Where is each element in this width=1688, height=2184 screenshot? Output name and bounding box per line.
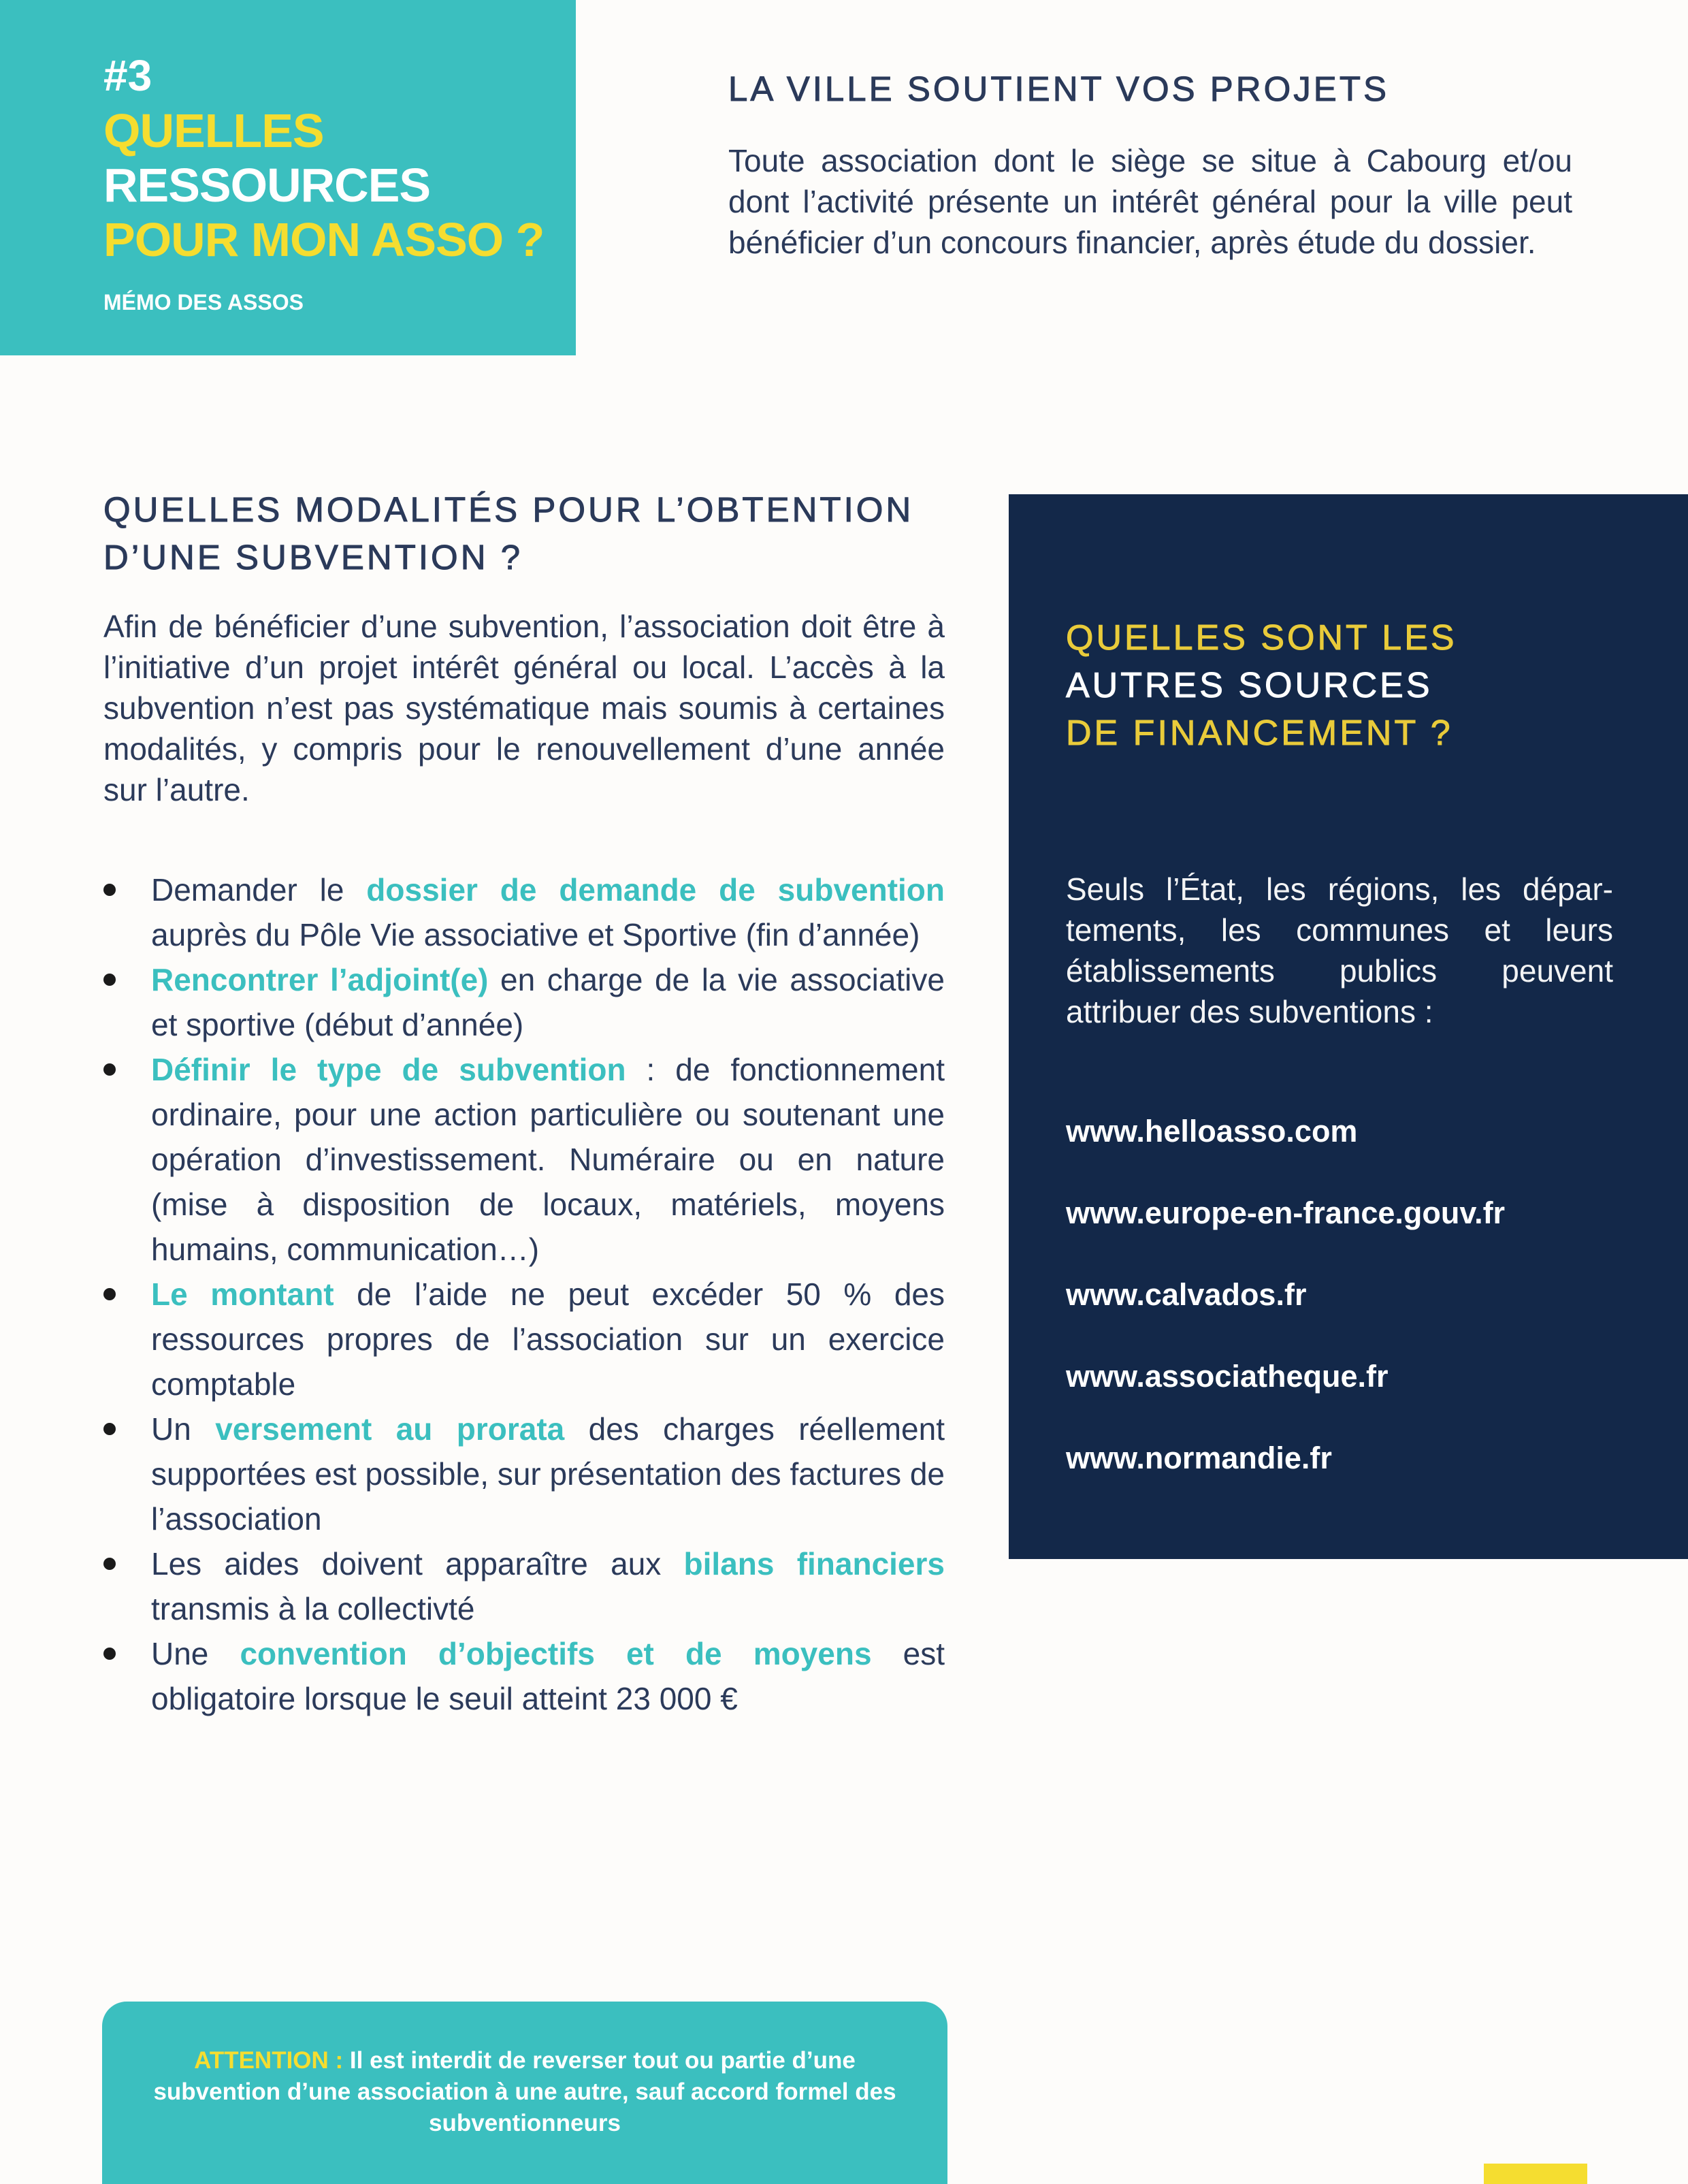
list-item — [103, 1541, 945, 1631]
intro-text: Toute association dont le siège se situe à Cabourg et/ou dont l’activité présente un intérêt général pour la ville peut bénéficier d’un concours financier, après étude du dossier. — [728, 143, 1572, 260]
bullet-icon — [103, 1288, 116, 1300]
bullet-icon — [103, 1558, 116, 1570]
modalites-heading — [103, 486, 945, 581]
attention-text: Il est interdit de reverser tout ou partie d’une subvention d’une association à une autre, sauf accord formel des subventionneurs — [153, 2047, 896, 2136]
section-number: #3 — [103, 51, 152, 100]
list-item — [103, 1047, 945, 1272]
bullet-text: transmis à la collectivté — [151, 1591, 475, 1626]
modalites-heading-line-1: QUELLES MODALITÉS POUR L’OBTENTION — [103, 490, 914, 529]
bullet-text: Demander le — [151, 872, 367, 908]
title-line-2: RESSOURCES — [103, 159, 431, 212]
title-line-1: QUELLES — [103, 104, 324, 157]
bullet-highlight: convention d’objectifs et de moyens — [240, 1636, 872, 1671]
bullet-text: de l’aide ne peut excéder 50 % des ressources propres de l’association sur un exercice comptable — [151, 1276, 945, 1402]
attention-label: ATTENTION : — [194, 2047, 344, 2074]
funding-sources-panel — [1009, 494, 1688, 1559]
list-item — [103, 867, 945, 957]
modalites-section — [103, 486, 945, 1721]
bullet-icon — [103, 884, 116, 896]
link-normandie[interactable]: www.normandie.fr — [1066, 1441, 1332, 1475]
bullet-text: est obligatoire lorsque le seuil atteint 23 000 € — [151, 1636, 945, 1716]
bullet-text: : de fonctionnement ordinaire, pour une action particulière ou soutenant une opération d’investissement. Numéraire ou en nature (mise à disposition de locaux, matériels, moyens humains, communication…) — [151, 1052, 945, 1267]
list-item — [103, 1407, 945, 1541]
list-item — [103, 1272, 945, 1407]
bullet-text: en charge de la vie associative et sportive (début d’année) — [151, 962, 945, 1042]
bullet-highlight: Rencontrer l’adjoint(e) — [151, 962, 489, 997]
bullet-icon — [103, 1648, 116, 1660]
modalites-text: Afin de bénéficier d’une subvention, l’association doit être à l’initiative d’un projet intérêt général ou local. L’accès à la subvention n’est pas systématique mais soumis à certaines modalités, y compris pour le renouvellement d’une année sur l’autre. — [103, 609, 945, 807]
title-subtitle: MÉMO DES ASSOS — [103, 290, 304, 315]
bullet-highlight: bilans financiers — [683, 1546, 945, 1581]
bullet-highlight: Le montant — [151, 1276, 334, 1312]
list-item — [103, 1631, 945, 1721]
list-item — [103, 957, 945, 1047]
links-list — [1066, 1111, 1613, 1479]
bullet-text: auprès du Pôle Vie associative et Sportive (fin d’année) — [151, 917, 920, 952]
intro-section — [728, 65, 1572, 263]
panel-heading-line-2: AUTRES SOURCES — [1066, 666, 1433, 705]
link-associatheque[interactable]: www.associatheque.fr — [1066, 1359, 1389, 1394]
bullet-icon — [103, 1063, 116, 1076]
bullet-text: Une — [151, 1636, 240, 1671]
panel-text: Seuls l’État, les régions, les départements, les communes et leurs établissements publics peuvent attribuer des subventions : — [1066, 871, 1613, 1029]
title-block — [0, 0, 576, 355]
bullet-text: des charges réellement supportées est possible, sur présentation des factures de l’association — [151, 1411, 945, 1537]
bullet-text: Les aides doivent apparaître aux — [151, 1546, 684, 1581]
bullet-icon — [103, 974, 116, 986]
link-calvados[interactable]: www.calvados.fr — [1066, 1277, 1307, 1312]
link-europe-en-france[interactable]: www.europe-en-france.gouv.fr — [1066, 1195, 1506, 1230]
attention-box — [102, 2002, 947, 2184]
panel-heading — [1066, 614, 1613, 757]
bullet-highlight: Définir le type de subvention — [151, 1052, 626, 1087]
bullet-highlight: dossier de demande de subvention — [366, 872, 945, 908]
modalites-list — [103, 867, 945, 1721]
corner-accent — [1484, 2164, 1587, 2184]
intro-heading: LA VILLE SOUTIENT VOS PROJETS — [728, 69, 1389, 108]
title-line-3: POUR MON ASSO ? — [103, 213, 545, 266]
bullet-text: Un — [151, 1411, 216, 1447]
bullet-icon — [103, 1423, 116, 1435]
link-helloasso[interactable]: www.helloasso.com — [1066, 1114, 1358, 1149]
bullet-highlight: versement au prorata — [215, 1411, 565, 1447]
modalites-heading-line-2: D’UNE SUBVENTION ? — [103, 538, 523, 577]
panel-heading-line-1: QUELLES SONT LES — [1066, 618, 1457, 658]
panel-heading-line-3: DE FINANCEMENT ? — [1066, 713, 1453, 753]
